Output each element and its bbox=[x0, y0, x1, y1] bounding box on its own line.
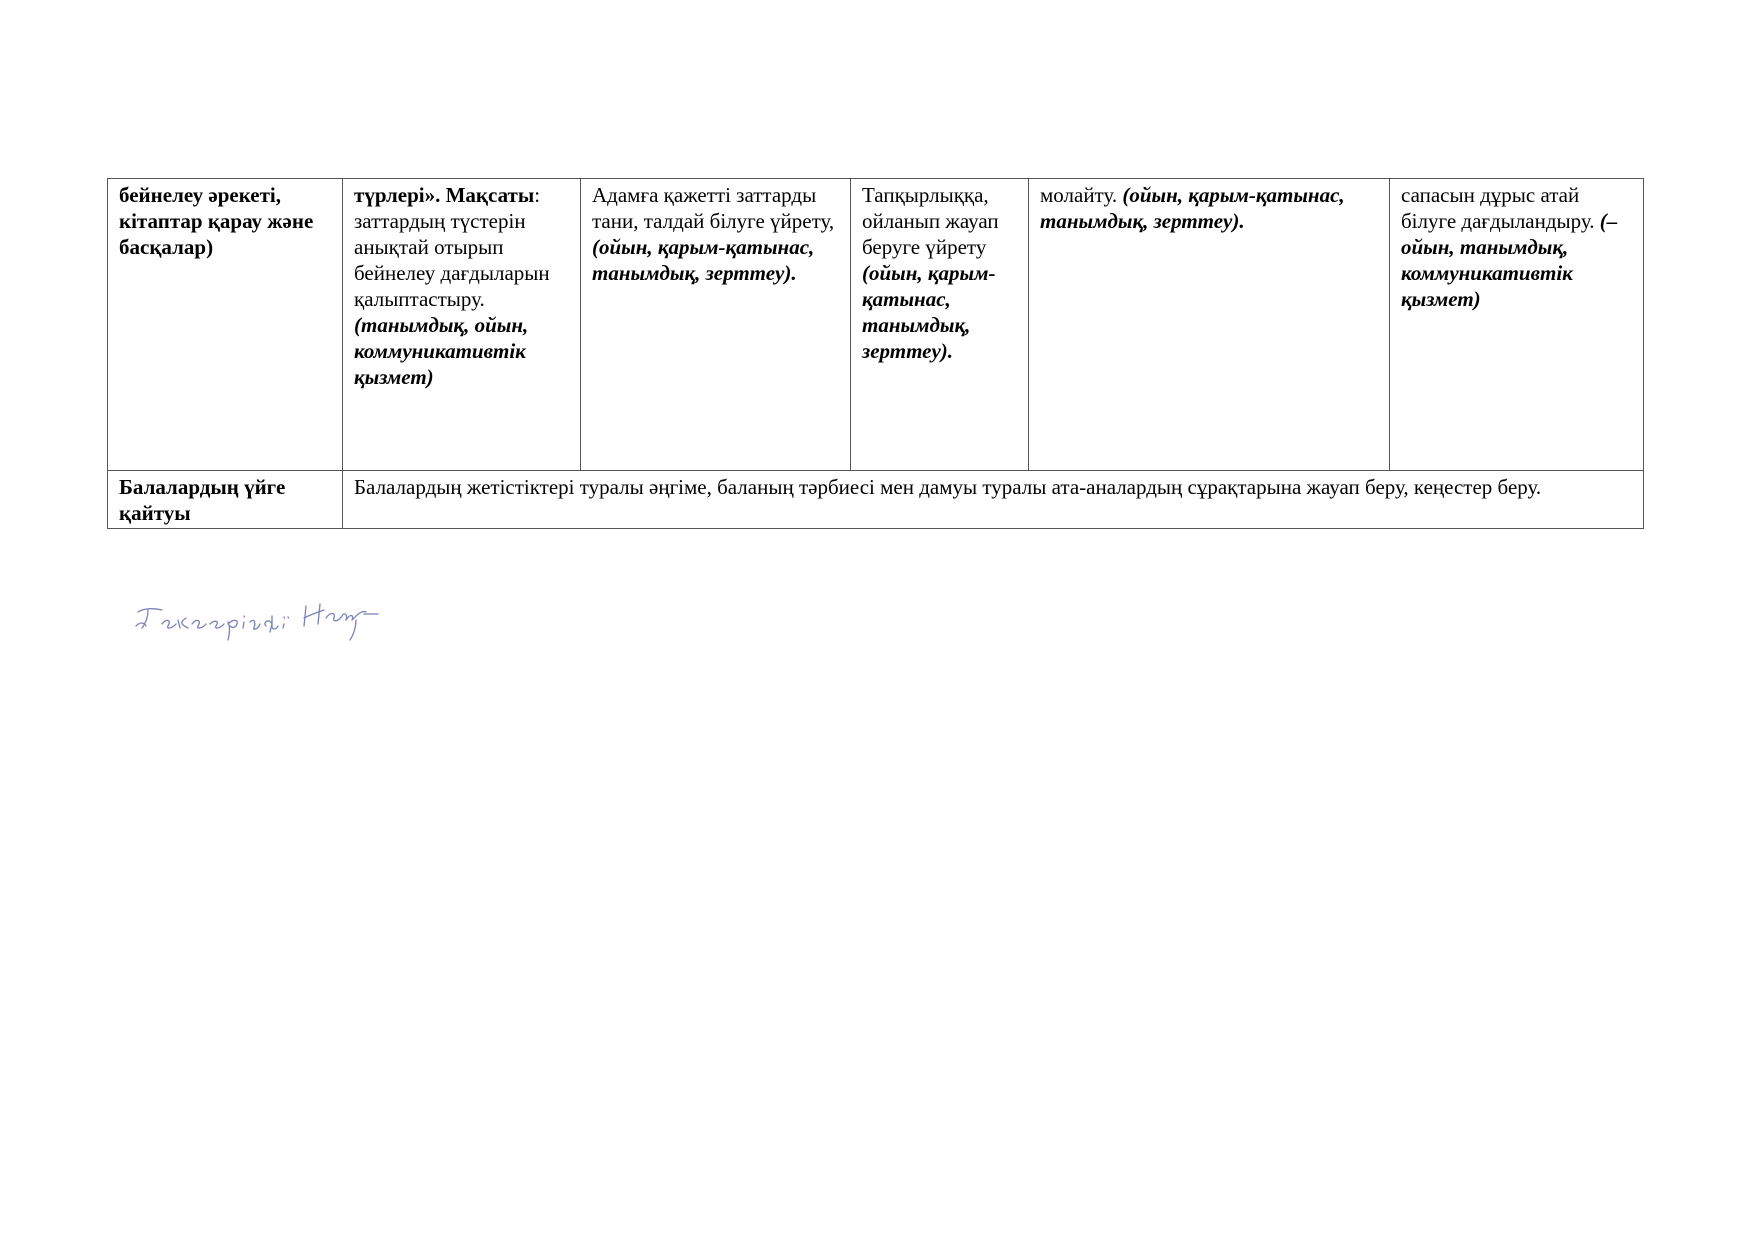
task-activities-4: (– ойын, танымдық, коммуникативтік қызмет) bbox=[1401, 209, 1618, 311]
departure-label-cell bbox=[108, 471, 343, 529]
goal-text: : заттардың түстерін анықтай отырып бейнелеу дағдыларын қалыптастыру. bbox=[354, 183, 550, 311]
task-activities-3: (ойын, қарым-қатынас, танымдық, зерттеу). bbox=[1040, 183, 1345, 233]
activity-cell bbox=[108, 179, 343, 471]
task-activities-2: (ойын, қарым-қатынас, танымдық, зерттеу). bbox=[862, 261, 996, 363]
task-text-2: Тапқырлыққа, ойланып жауап беруге үйрету bbox=[862, 183, 999, 259]
task-cell-3 bbox=[1029, 179, 1390, 471]
plan-table bbox=[107, 178, 1644, 529]
departure-label: Балалардың үйге қайтуы bbox=[119, 475, 286, 525]
task-activities-1: (ойын, қарым-қатынас, танымдық, зерттеу). bbox=[592, 235, 815, 285]
task-cell-2 bbox=[851, 179, 1029, 471]
handwritten-signature bbox=[130, 596, 390, 656]
table-row bbox=[108, 179, 1644, 471]
goal-heading: түрлері». Мақсаты bbox=[354, 183, 535, 207]
task-cell-1 bbox=[581, 179, 851, 471]
table-row bbox=[108, 471, 1644, 529]
goal-activities: (танымдық, ойын, коммуникативтік қызмет) bbox=[354, 313, 529, 389]
task-text-3: молайту. bbox=[1040, 183, 1118, 207]
departure-text: Балалардың жетістіктері туралы әңгіме, баланың тәрбиесі мен дамуы туралы ата-аналардың сұрақтарына жауап беру, кеңестер беру. bbox=[354, 475, 1542, 499]
task-text-1: Адамға қажетті заттарды тани, талдай білуге үйрету, bbox=[592, 183, 835, 233]
goal-cell bbox=[343, 179, 581, 471]
task-cell-4 bbox=[1390, 179, 1644, 471]
task-text-4: сапасын дұрыс атай білуге дағдыландыру. bbox=[1401, 183, 1595, 233]
activity-text: бейнелеу әрекеті, кітаптар қарау және басқалар) bbox=[119, 183, 314, 259]
departure-text-cell bbox=[343, 471, 1644, 529]
